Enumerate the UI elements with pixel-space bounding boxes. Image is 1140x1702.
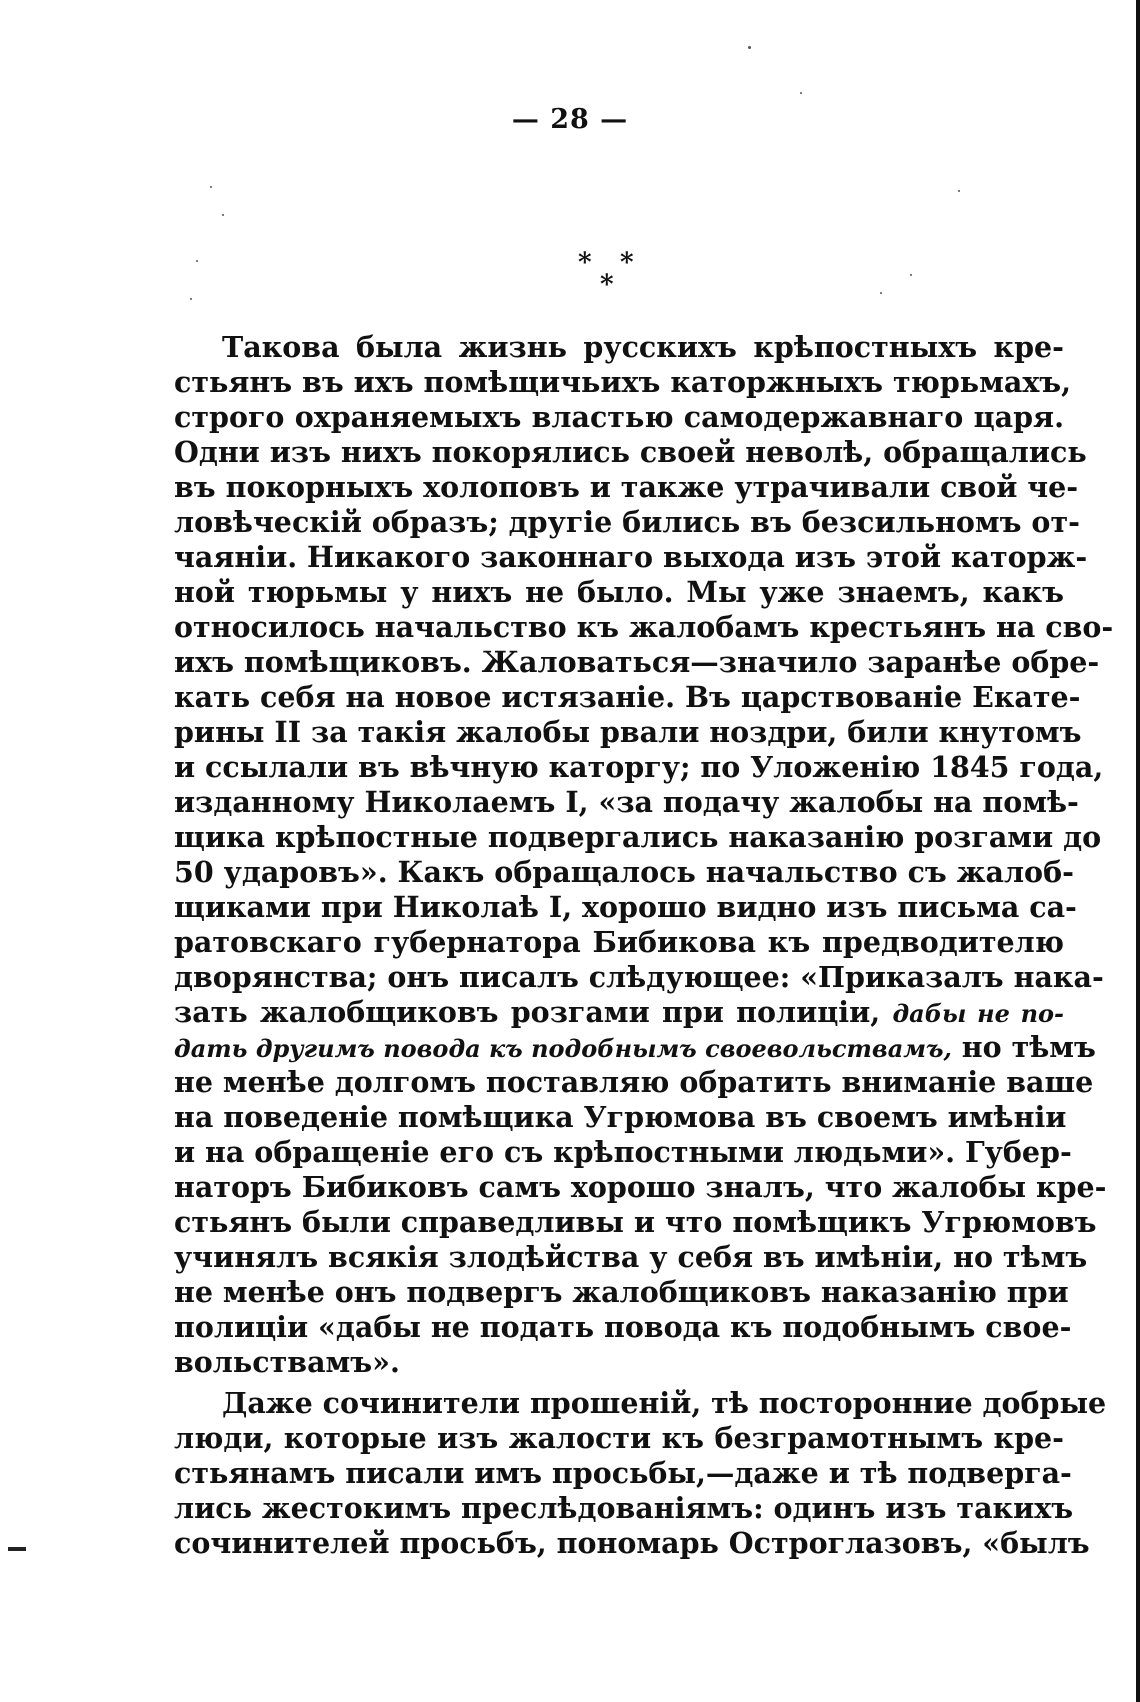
scan-speck (210, 186, 212, 188)
text-line (174, 1456, 1072, 1491)
text-segment: стьянамъ писали имъ просьбы,—даже и тѣ подверга- (174, 1456, 1072, 1490)
text-segment: стьянъ въ ихъ помѣщичьихъ каторжныхъ тюрьмахъ, (174, 365, 1072, 399)
text-segment: сочинителей просьбъ, пономарь Острoглазовъ, «былъ (174, 1526, 1090, 1560)
text-line (174, 715, 1082, 750)
text-line (174, 575, 1064, 610)
text-segment: щиками при Николаѣ I, хорошо видно изъ письма са- (174, 890, 1077, 924)
asterism-star: * (578, 248, 592, 278)
text-line (174, 890, 1077, 925)
text-segment: Таковa была жизнь русскихъ крѣпостныхъ кре- (222, 330, 1064, 364)
page-number: — 28 — (511, 104, 629, 135)
text-line (174, 680, 1081, 715)
text-line (174, 400, 1064, 435)
text-segment: ловѣческiй образъ; другiе бились въ безсильномъ от- (174, 505, 1080, 539)
text-line (174, 435, 1087, 470)
text-line (174, 855, 1074, 890)
text-line (174, 960, 1104, 995)
text-segment: дворянства; онъ писалъ слѣдующее: «Приказалъ нака- (174, 960, 1104, 994)
text-line (174, 1421, 1064, 1456)
text-segment: Даже сочинители прошенiй, тѣ посторонние добрые (222, 1386, 1107, 1420)
text-segment: изданному Николаемъ I, «за подачу жалобы на помѣ- (174, 785, 1079, 819)
scan-speck (196, 260, 198, 262)
text-segment: полицiи «дабы не подать повода къ подобнымъ свое- (174, 1310, 1072, 1344)
scan-speck (958, 190, 960, 192)
text-segment: стьянъ были справедливы и что помѣщикъ Угрюмовъ (174, 1205, 1097, 1239)
text-segment: наторъ Бибиковъ самъ хорошо зналъ, что жалобы кре- (174, 1170, 1107, 1204)
text-line (174, 505, 1080, 540)
text-segment: лись жестокимъ преслѣдованiямъ: одинъ изъ такихъ (174, 1491, 1074, 1525)
text-line (174, 1065, 1094, 1100)
text-line (174, 820, 1102, 855)
text-segment: ихъ помѣщиковъ. Жаловаться—значило заранѣе обре- (174, 645, 1100, 679)
text-line (174, 1386, 1107, 1421)
text-segment: не менѣе онъ подвергъ жалобщиковъ наказанiю при (174, 1275, 1069, 1309)
scan-speck (190, 298, 192, 300)
paragraph (174, 330, 1114, 1380)
text-line (174, 785, 1079, 820)
text-segment: ратовскаго губернатора Бибикова къ предводителю (174, 925, 1064, 959)
text-line (174, 1526, 1090, 1561)
scan-speck (748, 46, 751, 49)
text-segment: кать себя на новое истязанiе. Въ царствованiе Екате- (174, 680, 1081, 714)
text-segment: чаянiи. Никакого законнаго выхода изъ этой каторж- (174, 540, 1088, 574)
text-line (174, 645, 1100, 680)
italic-quote-segment: дать другимъ повода къ подобнымъ своевольствамъ, (174, 1034, 952, 1063)
text-line (174, 1100, 1067, 1135)
scan-speck (800, 92, 802, 94)
margin-mark (8, 1547, 26, 1551)
text-line (174, 1310, 1072, 1345)
paragraph (174, 1386, 1107, 1561)
text-segment: Одни изъ нихъ покорялись своей неволѣ, обращались (174, 435, 1087, 469)
text-line (174, 1240, 1088, 1275)
text-segment: люди, которые изъ жалости къ безграмотнымъ кре- (174, 1421, 1064, 1455)
text-segment: ной тюрьмы у нихъ не было. Мы уже знаемъ, какъ (174, 575, 1064, 609)
text-line (174, 330, 1064, 365)
scan-speck (910, 274, 912, 276)
text-line (174, 470, 1079, 505)
text-segment: и ссылали въ вѣчную каторгу; по Уложенiю 1845 года, (174, 750, 1104, 784)
text-line (174, 1345, 1064, 1380)
text-line (174, 1170, 1107, 1205)
text-line (174, 925, 1064, 960)
text-segment: на поведенiе помѣщика Угрюмова въ своемъ имѣнiи (174, 1100, 1067, 1134)
page-edge-shadow (1136, 0, 1140, 1702)
section-asterism (578, 248, 648, 300)
body-text (174, 330, 1114, 1561)
text-line (174, 750, 1104, 785)
text-segment: относилось начальство къ жалобамъ крестьянъ на сво- (174, 610, 1114, 644)
text-segment: и на обращенiе его съ крѣпостными людьми». Губер- (174, 1135, 1072, 1169)
text-line (174, 1491, 1074, 1526)
text-segment: 50 ударовъ». Какъ обращалось начальство съ жалоб- (174, 855, 1074, 889)
scan-speck (222, 214, 224, 216)
text-line (174, 610, 1114, 645)
text-segment: вольствамъ». (174, 1345, 400, 1379)
text-line (174, 1030, 1096, 1065)
text-segment: щика крѣпостные подвергались наказанiю розгами до (174, 820, 1102, 854)
scan-speck (880, 292, 882, 294)
asterism-star: * (620, 248, 634, 278)
text-segment: не менѣе долгомъ поставляю обратить вниманiе ваше (174, 1065, 1094, 1099)
text-segment: учинялъ всякiя злодѣйства у себя въ имѣнiи, но тѣмъ (174, 1240, 1088, 1274)
text-segment: строго охраняемыхъ властью самодержавнаго царя. (174, 400, 1064, 434)
text-line (174, 540, 1088, 575)
text-segment: зать жалобщиковъ розгами при полицiи, (174, 995, 881, 1029)
text-segment: въ покорныхъ холоповъ и также утрачивали свой че- (174, 470, 1079, 504)
text-segment: рины II за такiя жалобы рвали ноздри, били кнутомъ (174, 715, 1082, 749)
text-line (174, 365, 1072, 400)
text-line (174, 995, 1064, 1030)
text-line (174, 1135, 1072, 1170)
asterism-star: * (600, 270, 614, 300)
text-segment: но тѣмъ (951, 1030, 1096, 1064)
text-line (174, 1275, 1069, 1310)
text-line (174, 1205, 1097, 1240)
italic-quote-segment: дабы не по- (892, 999, 1065, 1028)
